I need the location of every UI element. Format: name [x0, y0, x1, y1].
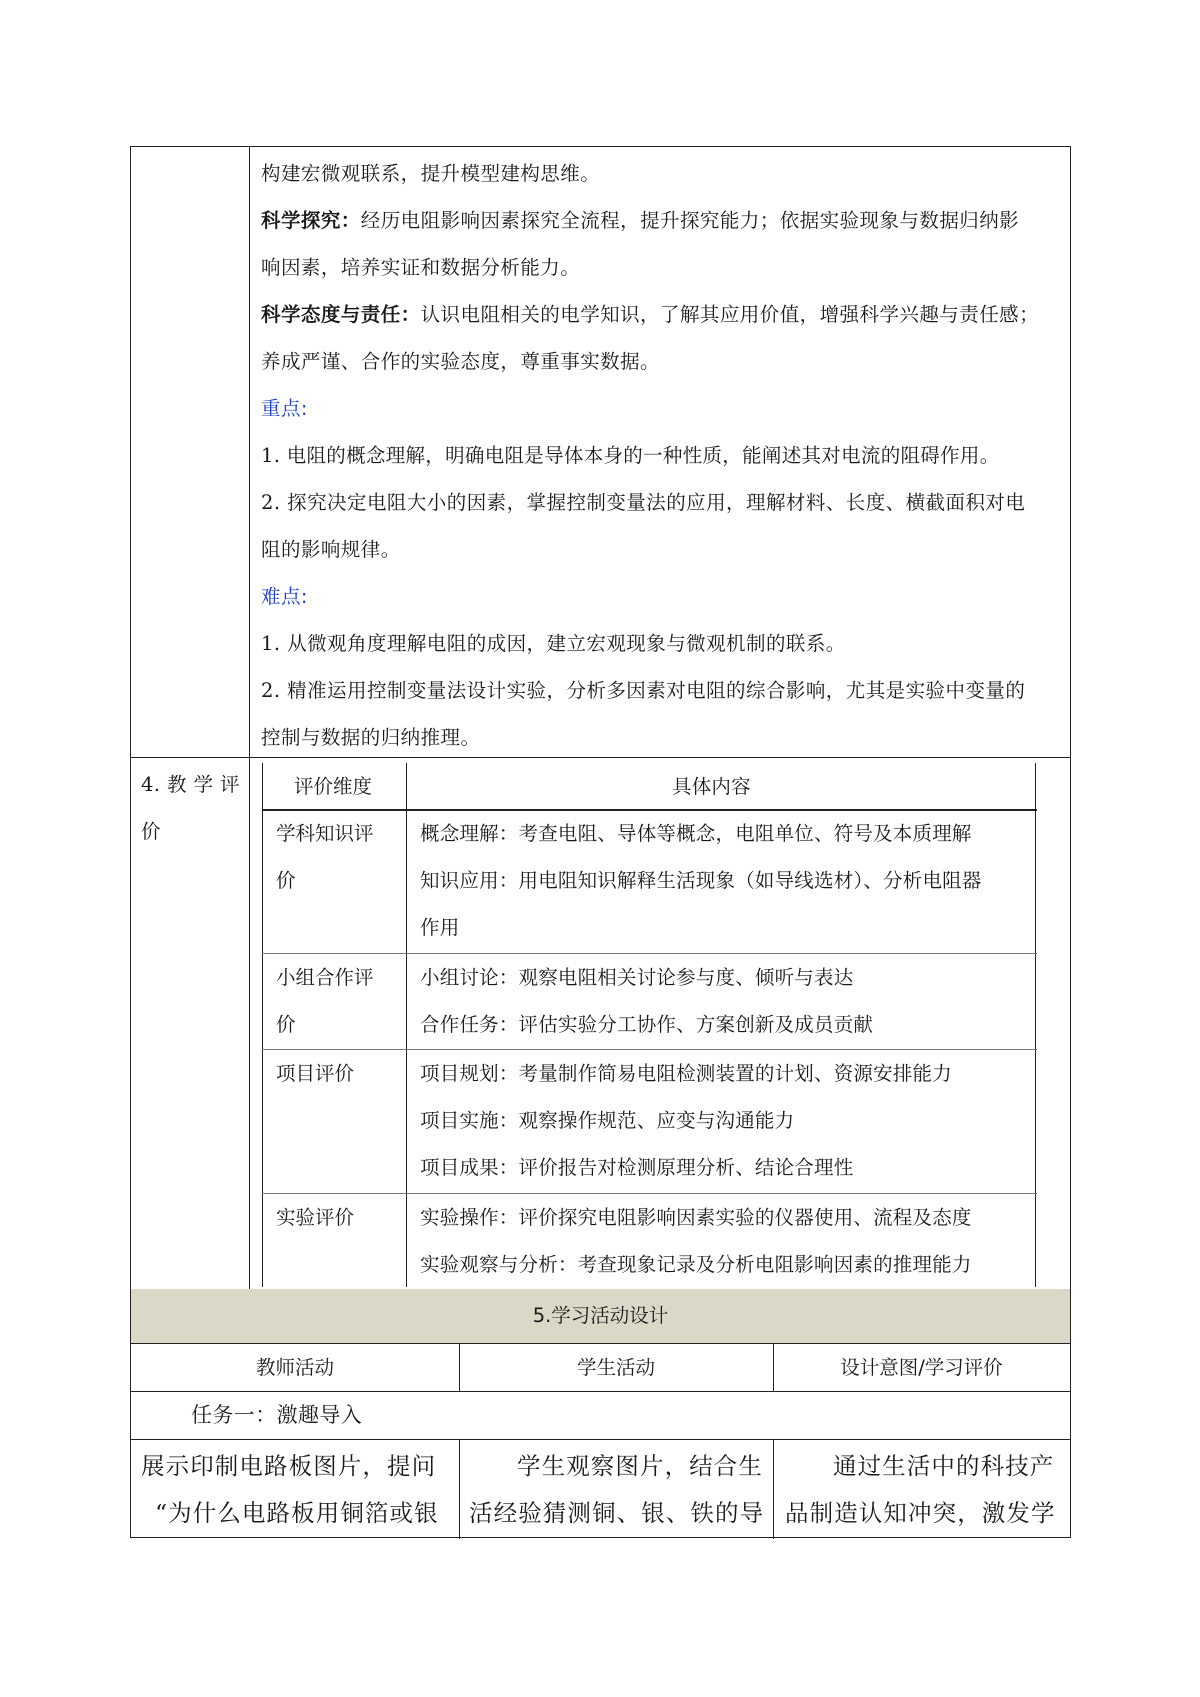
content-header: 具体内容	[672, 775, 751, 798]
row-divider	[131, 757, 1070, 758]
task-one-title: 任务一：激趣导入	[191, 1403, 363, 1427]
design-intent-header: 设计意图/学习评价	[840, 1356, 1003, 1379]
key-point-1: 1. 电阻的概念理解，明确电阻是导体本身的一种性质，能阐述其对电流的阻碍作用。	[261, 444, 1000, 467]
column-divider	[773, 1439, 774, 1539]
content-line: 概念理解：考查电阻、导体等概念，电阻单位、符号及本质理解	[420, 822, 972, 845]
dimension-experiment: 实验评价	[276, 1206, 355, 1229]
design-intent-line: 通过生活中的科技产	[833, 1452, 1055, 1480]
label-column-divider	[249, 147, 250, 757]
content-line: 知识应用：用电阻知识解释生活现象（如导线选材）、分析电阻器	[420, 869, 982, 892]
teacher-activity-line: “为什么电路板用铜箔或银	[155, 1499, 439, 1527]
subtable-right-border	[1035, 763, 1036, 1287]
difficult-point-2b: 控制与数据的归纳推理。	[261, 726, 481, 749]
evaluation-label-2: 价	[141, 820, 161, 843]
lesson-plan-table	[130, 146, 1071, 1538]
difficult-point-1: 1. 从微观角度理解电阻的成因，建立宏观现象与微观机制的联系。	[261, 632, 846, 655]
inquiry-line-2: 响因素，培养实证和数据分析能力。	[261, 256, 581, 279]
student-activity-header: 学生活动	[576, 1356, 655, 1379]
objective-line: 构建宏微观联系，提升模型建构思维。	[261, 162, 601, 185]
content-line: 合作任务：评估实验分工协作、方案创新及成员贡献	[420, 1013, 874, 1036]
label-column-divider	[249, 757, 250, 1289]
student-activity-line: 活经验猜测铜、银、铁的导	[469, 1499, 765, 1527]
difficult-points-heading: 难点:	[261, 585, 308, 608]
subtable-left-border	[262, 763, 263, 1287]
content-line: 项目成果：评价报告对检测原理分析、结论合理性	[420, 1156, 854, 1179]
row-divider	[131, 1439, 1070, 1440]
evaluation-label-1: 4. 教 学 评	[141, 773, 240, 796]
student-activity-line: 学生观察图片，结合生	[517, 1452, 763, 1480]
objectives-cell	[261, 150, 1061, 761]
dimension-group-1: 小组合作评	[276, 966, 374, 989]
key-point-2a: 2. 探究决定电阻大小的因素，掌握控制变量法的应用，理解材料、长度、横截面积对电	[261, 491, 1026, 514]
subtable-column-divider	[406, 763, 407, 1287]
content-line: 项目规划：考量制作简易电阻检测装置的计划、资源安排能力	[420, 1062, 952, 1085]
dimension-knowledge-2: 价	[276, 869, 296, 892]
dimension-project: 项目评价	[276, 1062, 355, 1085]
key-points-heading: 重点:	[261, 397, 308, 420]
design-intent-line: 品制造认知冲突，激发学	[785, 1499, 1056, 1527]
dimension-knowledge-1: 学科知识评	[276, 822, 374, 845]
difficult-point-2a: 2. 精准运用控制变量法设计实验，分析多因素对电阻的综合影响，尤其是实验中变量的	[261, 679, 1026, 702]
column-divider	[459, 1439, 460, 1539]
attitude-line-1: 科学态度与责任：认识电阻相关的电学知识，了解其应用价值，增强科学兴趣与责任感；	[261, 303, 1040, 326]
inquiry-line-1: 科学探究：经历电阻影响因素探究全流程，提升探究能力；依据实验现象与数据归纳影	[261, 209, 1020, 232]
teacher-activity-header: 教师活动	[255, 1356, 334, 1379]
evaluation-subtable	[262, 763, 1037, 1287]
content-line: 实验操作：评价探究电阻影响因素实验的仪器使用、流程及态度	[420, 1206, 972, 1229]
teacher-activity-line: 展示印制电路板图片，提问	[141, 1452, 437, 1480]
content-line: 作用	[420, 916, 460, 939]
content-line: 小组讨论：观察电阻相关讨论参与度、倾听与表达	[420, 966, 854, 989]
attitude-label: 科学态度与责任：	[261, 303, 421, 326]
content-line: 实验观察与分析：考查现象记录及分析电阻影响因素的推理能力	[420, 1253, 972, 1276]
attitude-line-2: 养成严谨、合作的实验态度，尊重事实数据。	[261, 350, 661, 373]
content-line: 项目实施：观察操作规范、应变与沟通能力	[420, 1109, 795, 1132]
dimension-group-2: 价	[276, 1013, 296, 1036]
key-point-2b: 阻的影响规律。	[261, 538, 401, 561]
inquiry-label: 科学探究：	[261, 209, 361, 232]
row-divider	[131, 1343, 1070, 1344]
dimension-header: 评价维度	[294, 775, 373, 798]
activity-design-banner: 5.学习活动设计	[131, 1289, 1070, 1343]
